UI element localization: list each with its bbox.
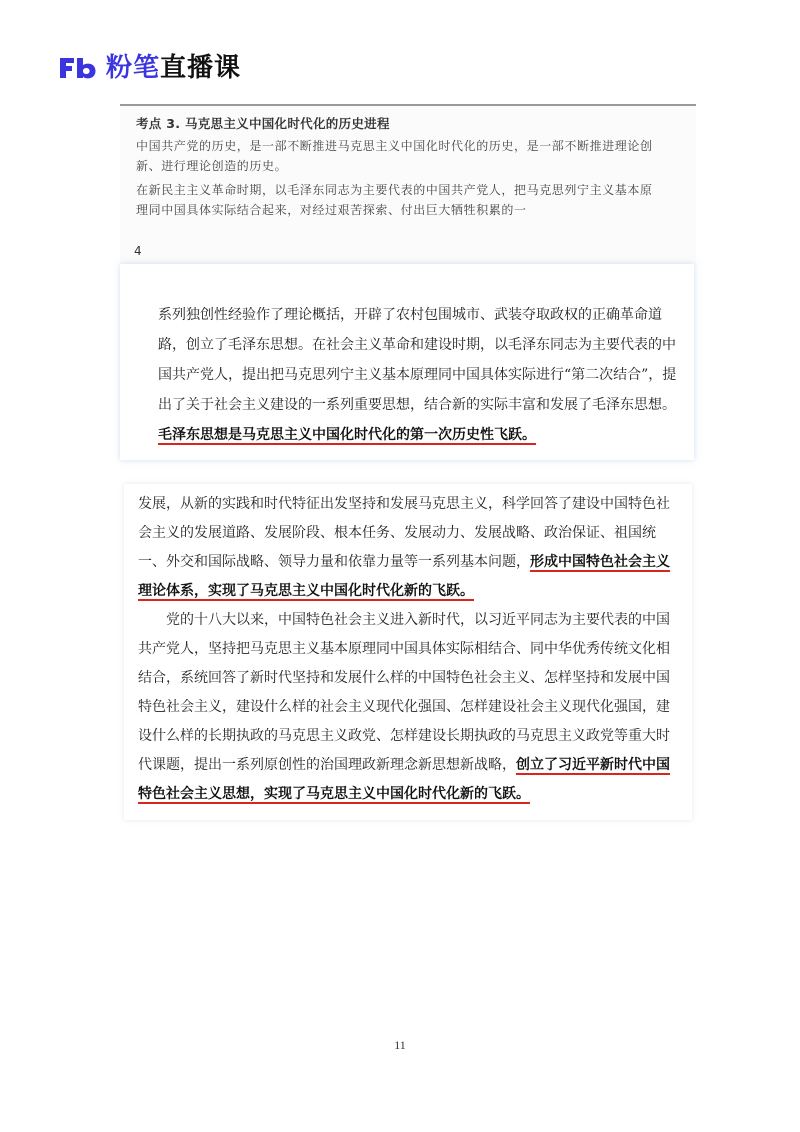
excerpt-highlight: 毛泽东思想是马克思主义中国化时代化的第一次历史性飞跃。 <box>158 427 536 443</box>
excerpt-paragraph <box>158 300 686 450</box>
lower-paragraph-1-text: 发展，从新的实践和时代特征出发坚持和发展马克思主义，科学回答了建设中国特色社会主义的发展道路、发展阶段、根本任务、发展动力、发展战略、政治保证、祖国统一、外交和国际战略、领导力量和依靠力量等一系列基本问题， <box>138 496 670 570</box>
scan-paragraph-2: 在新民主主义革命时期，以毛泽东同志为主要代表的中国共产党人，把马克思列宁主义基本原理同中国具体实际结合起来，对经过艰苦探索、付出巨大牺牲积累的一 <box>136 183 653 217</box>
scanned-page-top <box>120 104 696 266</box>
lower-paragraph-2-text: 党的十八大以来，中国特色社会主义进入新时代，以习近平同志为主要代表的中国共产党人，坚持把马克思主义基本原理同中国具体实际相结合、同中华优秀传统文化相结合，系统回答了新时代坚持和发展什么样的中国特色社会主义、怎样坚持和发展中国特色社会主义，建设什么样的社会主义现代化强国、怎样建设社会主义现代化强国，建设什么样的长期执政的马克思主义政党、怎样建设长期执政的马克思主义政党等重大时代课题，提出一系列原创性的治国理政新理念新思想新战略， <box>138 612 670 773</box>
lower-paragraph-2-highlight: 创立了习近平新时代中国特色社会主义思想，实现了马克思主义中国化时代化新的飞跃。 <box>138 757 670 802</box>
logo-brand-name: 粉笔 <box>106 53 161 83</box>
logo-product-name: 直播课 <box>160 53 242 83</box>
brand-logo <box>56 52 241 84</box>
scan-paragraph-1: 中国共产党的历史，是一部不断推进马克思主义中国化时代化的历史，是一部不断推进理论创新、进行理论创造的历史。 <box>136 139 653 173</box>
section-heading: 考点 3. 马克思主义中国化时代化的历史进程 <box>136 116 390 131</box>
lower-paragraph-2 <box>138 606 678 809</box>
lower-text-block <box>124 484 692 820</box>
excerpt-text: 系列独创性经验作了理论概括，开辟了农村包围城市、武装夺取政权的正确革命道路，创立了毛泽东思想。在社会主义革命和建设时期，以毛泽东同志为主要代表的中国共产党人，提出把马克思列宁主义基本原理同中国具体实际进行“第二次结合”，提出了关于社会主义建设的一系列重要思想，结合新的实际丰富和发展了毛泽东思想。 <box>158 307 677 413</box>
page-number: 11 <box>394 1038 406 1052</box>
logo-title <box>106 52 241 84</box>
lower-paragraph-1-highlight: 形成中国特色社会主义理论体系，实现了马克思主义中国化时代化新的飞跃。 <box>138 554 670 599</box>
fb-logo-icon <box>56 54 98 82</box>
lower-paragraph-1 <box>138 490 678 606</box>
excerpt-card <box>120 264 694 460</box>
scan-page-number: 4 <box>134 244 142 258</box>
